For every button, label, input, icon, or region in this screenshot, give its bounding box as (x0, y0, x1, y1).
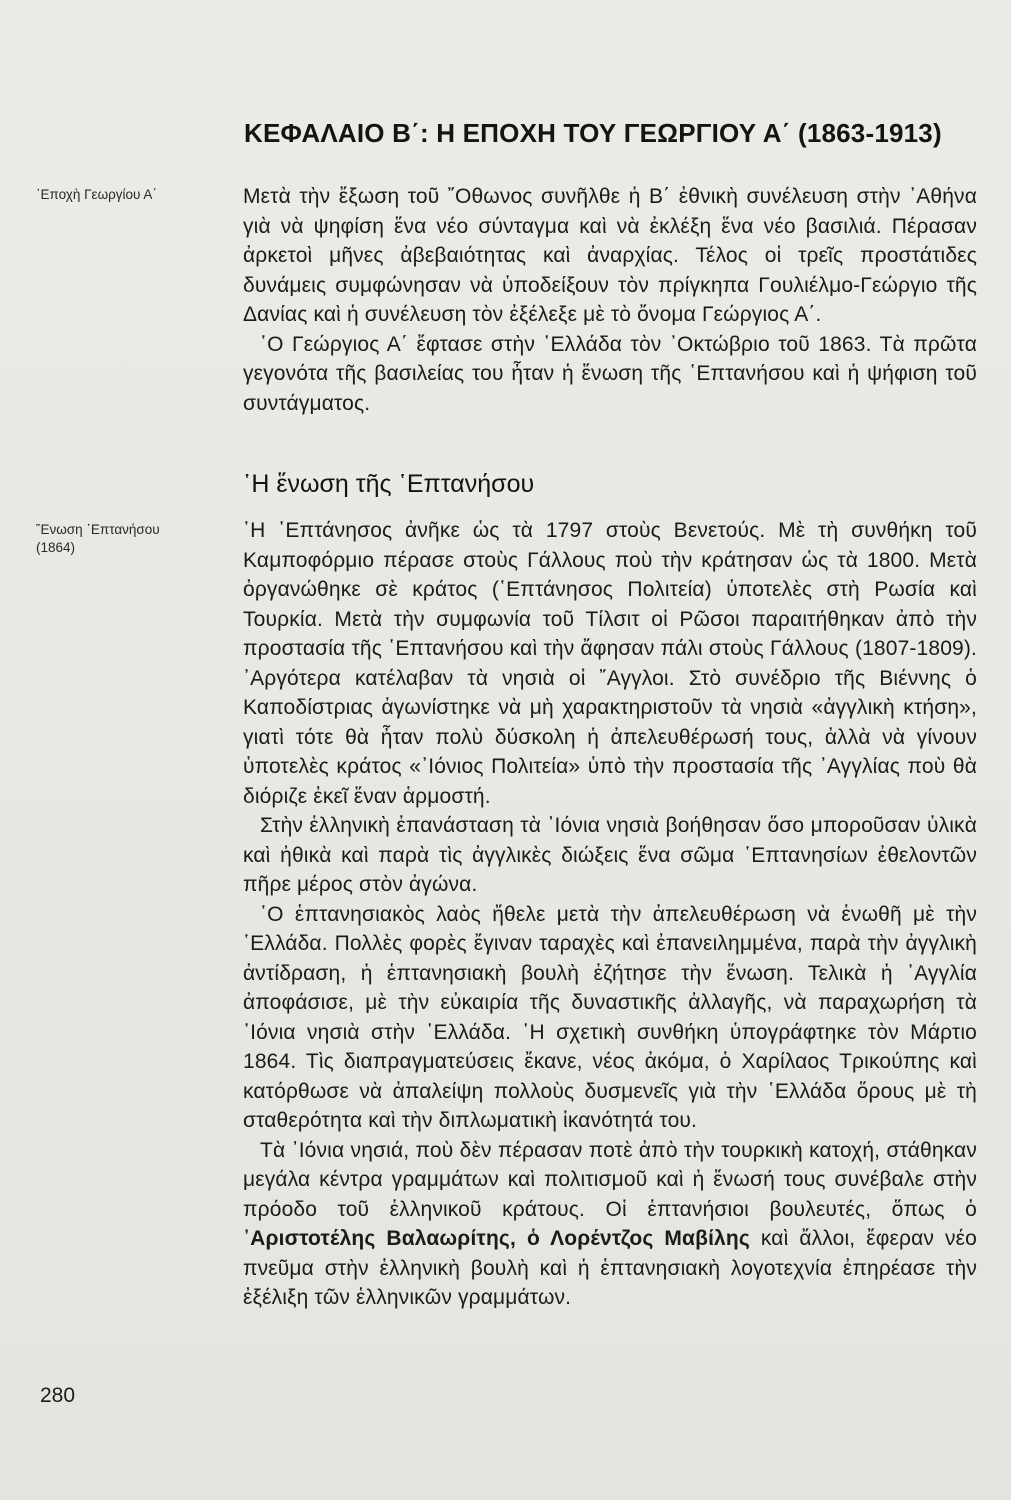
section-paragraph-4 (243, 1136, 977, 1313)
margin-note-line-1: ῞Ενωση ῾Επτανήσου (36, 522, 160, 537)
page-number: 280 (40, 1384, 76, 1407)
intro-paragraph-1: Μετὰ τὴν ἔξωση τοῦ ῎Οθωνος συνῆλθε ἡ Β΄ ἐθνικὴ συνέλευση στὴν ᾿Αθήνα γιὰ νὰ ψηφίση ἕνα νέο σύνταγμα καὶ νὰ ἐκλέξη ἕνα νέο βασιλιά. Πέρασαν ἀρκετοὶ μῆνες ἀβεβαιότητας καὶ ἀναρχίας. Τέλος οἱ τρεῖς προστάτιδες δυνάμεις συμφώνησαν νὰ ὑποδείξουν τὸν πρίγκηπα Γουλιέλμο-Γεώργιο τῆς Δανίας καὶ ἡ συνέλευση τὸν ἐξέλεξε μὲ τὸ ὄνομα Γεώργιος Α΄. (243, 185, 977, 326)
margin-note-line-2: (1864) (36, 540, 76, 555)
chapter-title: ΚΕΦΑΛΑΙΟ Β΄: Η ΕΠΟΧΗ ΤΟΥ ΓΕΩΡΓΙΟΥ Α΄ (1863-1913) (244, 118, 942, 148)
bold-names: ᾿Αριστοτέλης Βαλαωρίτης, ὁ Λορέντζος Μαβίλης (243, 1227, 750, 1250)
intro-text (243, 182, 977, 418)
margin-note-georgios-era (36, 186, 226, 204)
section-paragraph-2: Στὴν ἑλληνικὴ ἐπανάσταση τὰ ᾿Ιόνια νησιὰ βοήθησαν ὅσο μποροῦσαν ὑλικὰ καὶ ἠθικὰ καὶ παρὰ τὶς ἀγγλικὲς διώξεις ἕνα σῶμα ῾Επτανησίων ἐθελοντῶν πῆρε μέρος στὸν ἀγώνα. (243, 814, 977, 896)
section-text (243, 516, 977, 1313)
section-heading: ῾Η ἕνωση τῆς ῾Επτανήσου (243, 470, 535, 498)
margin-note-heptanese-union (36, 521, 226, 557)
paragraph-4-part-2: καὶ ἄλλοι, ἔφεραν νέο πνεῦμα στὴν ἑλληνικὴ βουλὴ καὶ ἡ ἑπτανησιακὴ λογοτεχνία ἐπηρέασε τὴν ἐξέλιξη τῶν ἑλληνικῶν γραμμάτων. (243, 1227, 977, 1309)
paragraph-4-part-1: Τὰ ᾿Ιόνια νησιά, ποὺ δὲν πέρασαν ποτὲ ἀπὸ τὴν τουρκικὴ κατοχή, στάθηκαν μεγάλα κέντρα γραμμάτων καὶ πολιτισμοῦ καὶ ἡ ἕνωσή τους συνέβαλε στὴν πρόοδο τοῦ ἑλληνικοῦ κράτους. Οἱ ἑπτανήσιοι βουλευτές, ὅπως ὁ (243, 1138, 977, 1221)
intro-paragraph-2: ῾Ο Γεώργιος Α΄ ἔφτασε στὴν ῾Ελλάδα τὸν ᾿Οκτώβριο τοῦ 1863. Τὰ πρῶτα γεγονότα τῆς βασιλείας του ἦταν ἡ ἕνωση τῆς ῾Επτανήσου καὶ ἡ ψήφιση τοῦ συντάγματος. (243, 332, 977, 415)
margin-note-text: ᾿Εποχὴ Γεωργίου Α΄ (36, 187, 157, 202)
section-paragraph-1: ῾Η ῾Επτάνησος ἀνῆκε ὡς τὰ 1797 στοὺς Βενετούς. Μὲ τὴ συνθήκη τοῦ Καμποφόρμιο πέρασε στοὺς Γάλλους ποὺ τὴν κράτησαν ὡς τὰ 1800. Μετὰ ὀργανώθηκε σὲ κράτος (῾Επτάνησος Πολιτεία) ὑποτελὲς στὴ Ρωσία καὶ Τουρκία. Μετὰ τὴν συμφωνία τοῦ Τίλσιτ οἱ Ρῶσοι παραιτήθηκαν ἀπὸ τὴν προστασία τῆς ῾Επτανήσου καὶ τὴν ἄφησαν πάλι στοὺς Γάλλους (1807-1809). ᾿Αργότερα κατέλαβαν τὰ νησιὰ οἱ ῎Αγγλοι. Στὸ συνέδριο τῆς Βιέννης ὁ Καποδίστριας ἀγωνίστηκε νὰ μὴ χαρακτηριστοῦν τὰ νησιὰ «ἀγγλικὴ κτήση», γιατὶ τότε θὰ ἦταν πολὺ δύσκολη ἡ ἀπελευθέρωσή τους, ἀλλὰ νὰ γίνουν ὑποτελὲς κράτος «᾿Ιόνιος Πολιτεία» ὑπὸ τὴν προστασία τῆς ᾿Αγγλίας ποὺ θὰ διόριζε ἐκεῖ ἕναν ἁρμοστή. (243, 519, 977, 808)
section-paragraph-3: ῾Ο ἑπτανησιακὸς λαὸς ἤθελε μετὰ τὴν ἀπελευθέρωση νὰ ἑνωθῆ μὲ τὴν ῾Ελλάδα. Πολλὲς φορὲς ἔγιναν ταραχὲς καὶ ἐπανειλημμένα, παρὰ τὴν ἀγγλικὴ ἀντίδραση, ἡ ἑπτανησιακὴ βουλὴ ἐζήτησε τὴν ἕνωση. Τελικὰ ἡ ᾿Αγγλία ἀποφάσισε, μὲ τὴν εὐκαιρία τῆς δυναστικῆς ἀλλαγῆς, νὰ παραχωρήση τὰ ᾿Ιόνια νησιὰ στὴν ῾Ελλάδα. ῾Η σχετικὴ συνθήκη ὑπογράφτηκε τὸν Μάρτιο 1864. Τὶς διαπραγματεύσεις ἔκανε, νέος ἀκόμα, ὁ Χαρίλαος Τρικούπης καὶ κατόρθωσε νὰ ἀπαλείψη πολλοὺς δυσμενεῖς γιὰ τὴν ῾Ελλάδα ὅρους μὲ τὴ σταθερότητα καὶ τὴν διπλωματικὴ ἱκανότητά του. (243, 902, 977, 1132)
